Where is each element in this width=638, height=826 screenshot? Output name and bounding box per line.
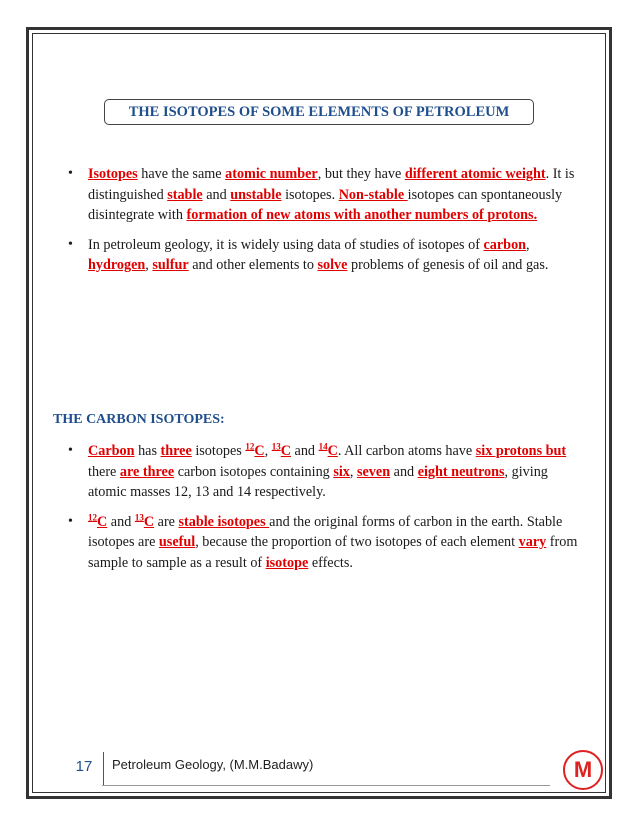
highlighted-term: C	[254, 443, 265, 459]
highlighted-term: C	[143, 513, 155, 530]
highlighted-term: different atomic weight	[404, 166, 546, 182]
text-run: and	[390, 463, 418, 480]
highlighted-term: C	[327, 443, 338, 459]
list-item	[66, 441, 586, 503]
highlighted-term: sulfur	[152, 257, 189, 273]
footer-divider	[103, 752, 104, 786]
section-heading: THE CARBON ISOTOPES:	[53, 412, 225, 427]
text-run: , but they have	[317, 166, 405, 182]
text-run: have the same	[137, 166, 226, 182]
text-run: . It is distinguished	[88, 166, 575, 203]
highlighted-term: vary	[518, 534, 547, 550]
text-run: isotopes.	[281, 186, 339, 203]
page-title: THE ISOTOPES OF SOME ELEMENTS OF PETROLEUM	[104, 99, 534, 125]
highlighted-term: Isotopes	[88, 166, 138, 182]
highlighted-term: three	[160, 443, 192, 459]
highlighted-term: useful	[158, 534, 196, 550]
text-run: and other elements to	[188, 257, 318, 273]
highlighted-term: Non-stable	[338, 186, 408, 203]
footer-rule	[102, 785, 550, 786]
text-run: effects.	[308, 554, 353, 571]
text-run: are	[154, 513, 179, 530]
text-run: isotopes	[191, 443, 246, 459]
text-run: carbon isotopes containing	[174, 463, 334, 480]
text-run: ,	[264, 443, 272, 459]
highlighted-term: hydrogen	[88, 257, 146, 273]
bullet-marker: •	[68, 513, 73, 529]
text-run: , giving atomic masses 12, 13 and 14 respectively.	[88, 463, 548, 500]
isotopes-bullet-list	[66, 164, 586, 285]
text-run: problems of genesis of oil and gas.	[347, 257, 549, 273]
paragraph-text	[88, 166, 574, 223]
highlighted-term: atomic number	[225, 166, 318, 182]
paragraph-text	[88, 237, 548, 274]
highlighted-term: are three	[119, 463, 175, 480]
superscript: 12	[245, 441, 255, 452]
text-run: , because the proportion of two isotopes of each element	[195, 534, 519, 550]
text-run: and	[290, 443, 319, 459]
page-number: 17	[75, 758, 93, 775]
text-run: ,	[145, 257, 153, 273]
highlighted-term: seven	[356, 463, 391, 480]
highlighted-term: C	[97, 513, 108, 530]
text-run: and	[202, 186, 231, 203]
highlighted-term: stable isotopes	[178, 513, 270, 530]
text-run: . All carbon atoms have	[337, 443, 476, 459]
highlighted-term: formation of new atoms with another numbers of protons.	[186, 207, 538, 223]
publisher-logo: M	[563, 750, 603, 790]
list-item	[66, 512, 586, 574]
paragraph-text	[88, 511, 578, 571]
footer-text: Petroleum Geology, (M.M.Badawy)	[112, 757, 314, 772]
bullet-marker: •	[68, 236, 73, 252]
superscript: 13	[271, 441, 281, 452]
carbon-bullet-list	[66, 441, 586, 582]
paragraph-text	[88, 443, 566, 500]
superscript: 13	[134, 511, 144, 522]
highlighted-term: unstable	[230, 186, 282, 203]
list-item	[66, 164, 586, 226]
bullet-marker: •	[68, 443, 73, 458]
highlighted-term: Carbon	[88, 443, 135, 459]
highlighted-term: six protons but	[475, 443, 567, 459]
highlighted-term: C	[280, 443, 291, 459]
superscript: 14	[318, 441, 328, 452]
highlighted-term: carbon	[483, 236, 527, 253]
text-run: and the original forms of carbon in the earth. Stable isotopes are	[88, 513, 563, 550]
highlighted-term: six	[333, 463, 350, 480]
text-run: there	[88, 463, 120, 480]
highlighted-term: stable	[167, 186, 203, 203]
highlighted-term: isotope	[265, 554, 309, 571]
highlighted-term: solve	[317, 257, 348, 273]
list-item	[66, 235, 586, 276]
text-run: isotopes can spontaneously disintegrate with	[88, 186, 563, 223]
superscript: 12	[88, 511, 97, 522]
bullet-marker: •	[68, 166, 73, 181]
text-run: and	[107, 513, 135, 530]
text-run: ,	[349, 463, 357, 480]
highlighted-term: eight neutrons	[417, 463, 505, 480]
text-run: In petroleum geology, it is widely using data of studies of isotopes of	[88, 236, 484, 253]
text-run: from sample to sample as a result of	[88, 534, 578, 571]
text-run: ,	[526, 236, 530, 253]
text-run: has	[134, 443, 161, 459]
